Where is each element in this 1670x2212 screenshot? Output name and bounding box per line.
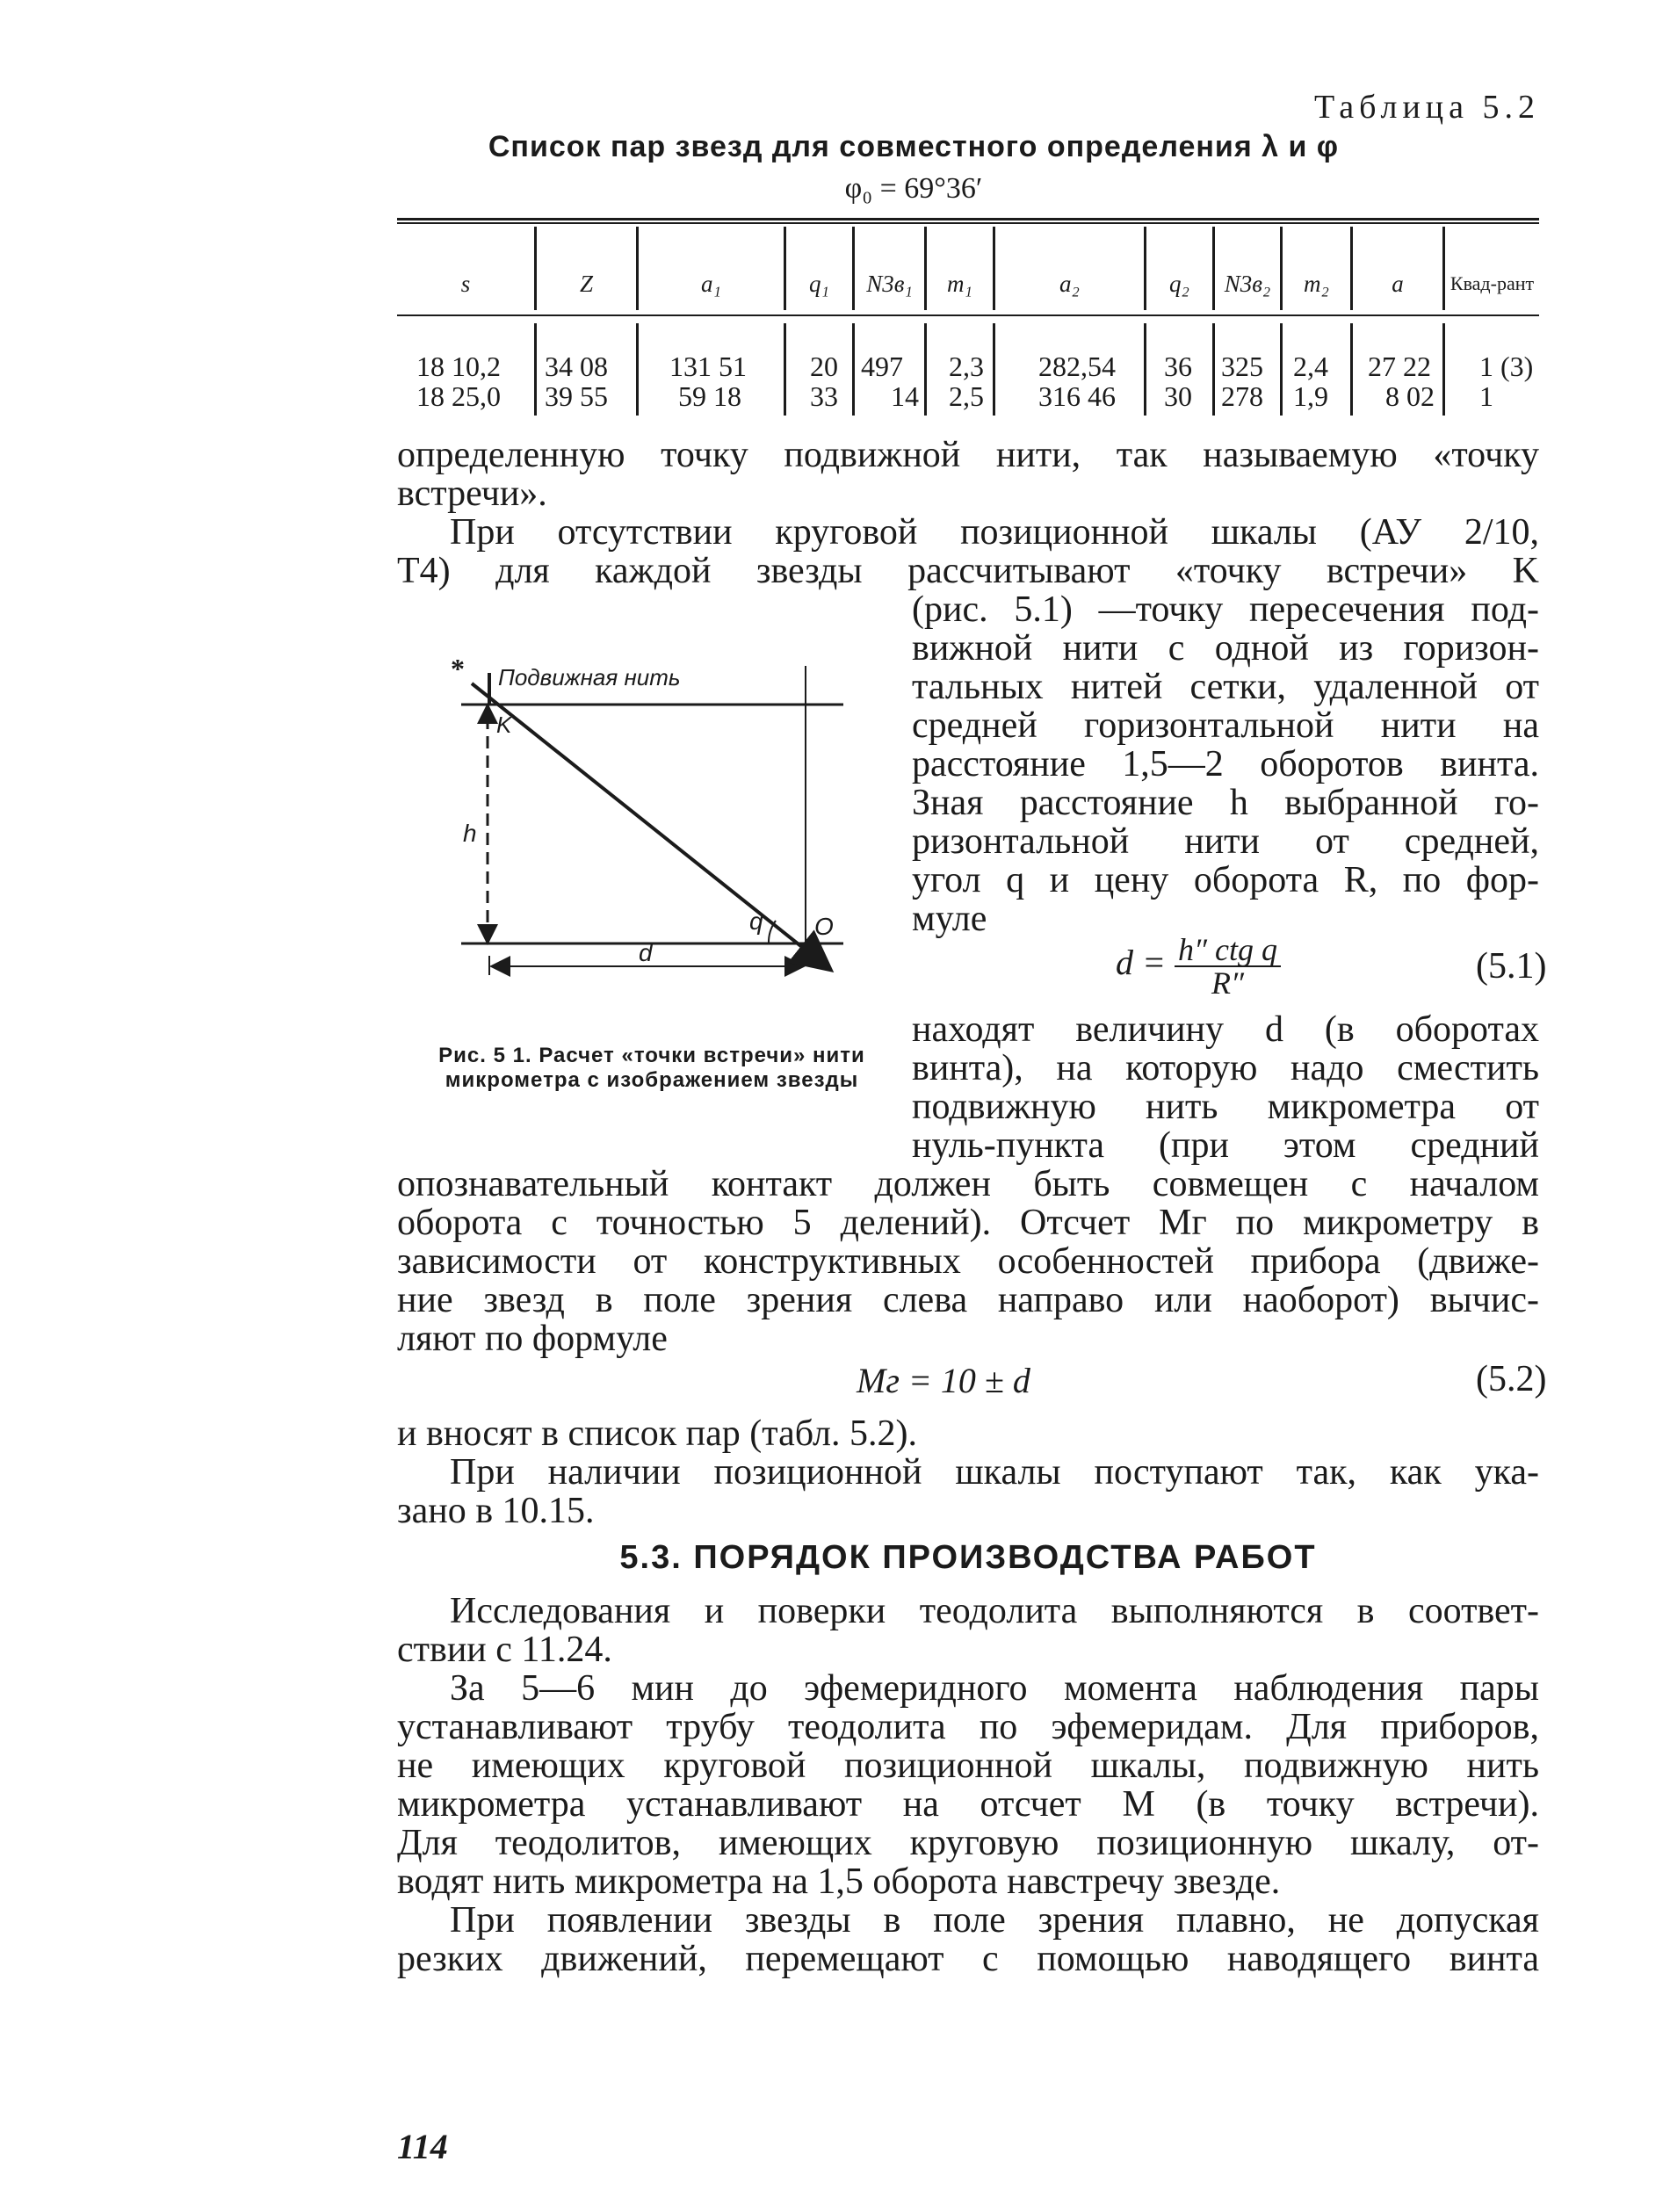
table-cell: 30 <box>1164 380 1192 412</box>
text-line: ризонтальной нити от средней, <box>912 821 1539 862</box>
table-top-rule-thin <box>397 222 1539 224</box>
table-cell: 2,3 <box>949 351 984 382</box>
section-heading: 5.3. ПОРЯДОК ПРОИЗВОДСТВА РАБОТ <box>619 1539 1317 1576</box>
table-cell: 2,5 <box>949 380 984 412</box>
text-line: За 5—6 мин до эфемеридного момента наблюдения пары <box>450 1668 1539 1709</box>
header-s: s <box>460 270 471 297</box>
table-title: Список пар звезд для совместного определения λ и φ <box>488 130 1340 163</box>
header-a2: a₂ <box>1059 270 1080 297</box>
header-m2: m₂ <box>1304 270 1329 297</box>
text-line: и вносят в список пар (табл. 5.2). <box>397 1413 917 1454</box>
text-line: угол q и цену оборота R, по фор- <box>912 860 1539 900</box>
text-line: вижной нити с одной из горизон- <box>912 628 1539 669</box>
text-line: Зная расстояние h выбранной го- <box>912 783 1539 823</box>
text-line: ляют по формуле <box>397 1319 668 1359</box>
text-line: тальных нитей сетки, удаленной от <box>912 667 1539 707</box>
text-line: Т4) для каждой звезды рассчитывают «точку встречи» K <box>397 551 1539 591</box>
text-line: При наличии позиционной шкалы поступают так, как ука- <box>450 1452 1539 1493</box>
figure-caption: Рис. 5 1. Расчет «точки встречи» нити микрометра с изображением звезды <box>438 1044 865 1092</box>
angle-q-label: q <box>749 907 763 935</box>
text-line: находят величину d (в оборотах <box>912 1009 1539 1050</box>
text-line: винта), на которую надо сместить <box>912 1048 1539 1088</box>
header-z: Z <box>579 270 594 297</box>
table-cell: 1,9 <box>1293 380 1328 412</box>
text-line: муле <box>912 899 987 939</box>
text-line: зано в 10.15. <box>397 1491 595 1531</box>
table-label: Таблица 5.2 <box>1313 89 1540 126</box>
table-cell: 14 <box>891 380 919 412</box>
table-cell: 18 25,0 <box>416 380 501 412</box>
text-line: ние звезд в поле зрения слева направо или наоборот) вычис- <box>397 1280 1539 1320</box>
star-symbol: * <box>451 653 465 684</box>
table-cell: 36 <box>1164 351 1192 382</box>
text-line: опознавательный контакт должен быть совмещен с началом <box>397 1164 1539 1204</box>
point-k-label: K <box>496 712 512 738</box>
text-line: нуль-пункта (при этом средний <box>912 1125 1539 1166</box>
table-cell: 59 18 <box>678 380 741 412</box>
star-path-arrow <box>472 683 828 968</box>
table-cell: 282,54 <box>1038 351 1116 382</box>
formula-5-1 <box>1116 928 1281 999</box>
table-cell: 20 <box>810 351 838 382</box>
table-cell: 34 08 <box>545 351 608 382</box>
header-quadrant: Квад-рант <box>1450 272 1535 294</box>
table-cell: 497 <box>861 351 903 382</box>
text-line: не имеющих круговой позиционной шкалы, подвижную нить <box>397 1746 1539 1786</box>
formula-lhs: d = <box>1116 943 1166 982</box>
text-line: ствии с 11.24. <box>397 1630 612 1670</box>
text-line: микрометра устанавливают на отсчет M (в точку встречи). <box>397 1784 1539 1825</box>
text-line: Исследования и поверки теодолита выполняются в соответ- <box>450 1591 1539 1631</box>
formula-denominator: R″ <box>1211 965 1244 1001</box>
table-cell: 1 (3) <box>1479 351 1534 382</box>
formula-5-2: Mг = 10 ± d <box>857 1361 1030 1400</box>
table-cell: 1 <box>1479 380 1493 412</box>
header-a1: a₁ <box>701 270 721 297</box>
header-q1: q₁ <box>809 270 829 297</box>
table-cell: 39 55 <box>545 380 608 412</box>
text-line: определенную точку подвижной нити, так называемую «точку <box>397 435 1539 475</box>
table-cell: 325 <box>1221 351 1263 382</box>
header-n3v1: N3в₁ <box>866 270 913 297</box>
star-pairs-table <box>397 218 1539 422</box>
header-a: a <box>1392 270 1404 297</box>
text-line: средней горизонтальной нити на <box>912 705 1539 746</box>
text-line: Для теодолитов, имеющих круговую позиционную шкалу, от- <box>397 1823 1539 1863</box>
text-line: подвижную нить микрометра от <box>912 1087 1539 1127</box>
text-line: устанавливают трубу теодолита по эфемеридам. Для приборов, <box>397 1707 1539 1747</box>
d-label: d <box>639 939 653 966</box>
text-line: (рис. 5.1) —точку пересечения под- <box>912 589 1539 630</box>
text-line: водят нить микрометра на 1,5 оборота навстречу звезде. <box>397 1861 1281 1902</box>
table-latitude: φ₀ = 69°36′ <box>844 172 983 205</box>
text-line: зависимости от конструктивных особенностей прибора (движе- <box>397 1241 1539 1282</box>
header-n3v2: N3в₂ <box>1224 270 1271 297</box>
text-line: резких движений, перемещают с помощью наводящего винта <box>397 1939 1539 1979</box>
table-cell: 316 46 <box>1038 380 1116 412</box>
text-line: При появлении звезды в поле зрения плавно, не допуская <box>450 1900 1539 1941</box>
formula-number: (5.1) <box>1476 946 1547 987</box>
text-line: встречи». <box>397 473 547 514</box>
text-line: оборота с точностью 5 делений). Отсчет Mг по микрометру в <box>397 1203 1539 1243</box>
figure-5-1 <box>444 648 865 1000</box>
formula-numerator: h″ ctg q <box>1175 934 1281 967</box>
table-cell: 33 <box>810 380 838 412</box>
table-cell: 131 51 <box>669 351 747 382</box>
h-label: h <box>463 820 477 847</box>
table-cell: 278 <box>1221 380 1263 412</box>
table-header-rule <box>397 314 1539 316</box>
point-o-label: O <box>814 913 834 940</box>
text-line: При отсутствии круговой позиционной шкалы (АУ 2/10, <box>450 512 1539 553</box>
table-cell: 18 10,2 <box>416 351 501 382</box>
formula-number: (5.2) <box>1476 1359 1547 1399</box>
header-q2: q₂ <box>1169 270 1189 297</box>
formula-fraction <box>1175 931 1281 1001</box>
page-number: 114 <box>397 2127 448 2166</box>
table-cell: 27 22 <box>1368 351 1431 382</box>
table-top-rule <box>397 218 1539 220</box>
moving-thread-label: Подвижная нить <box>498 664 681 690</box>
table-cell: 2,4 <box>1293 351 1328 382</box>
text-line: расстояние 1,5—2 оборотов винта. <box>912 744 1539 784</box>
table-cell: 8 02 <box>1385 380 1435 412</box>
header-m1: m₁ <box>947 270 972 297</box>
